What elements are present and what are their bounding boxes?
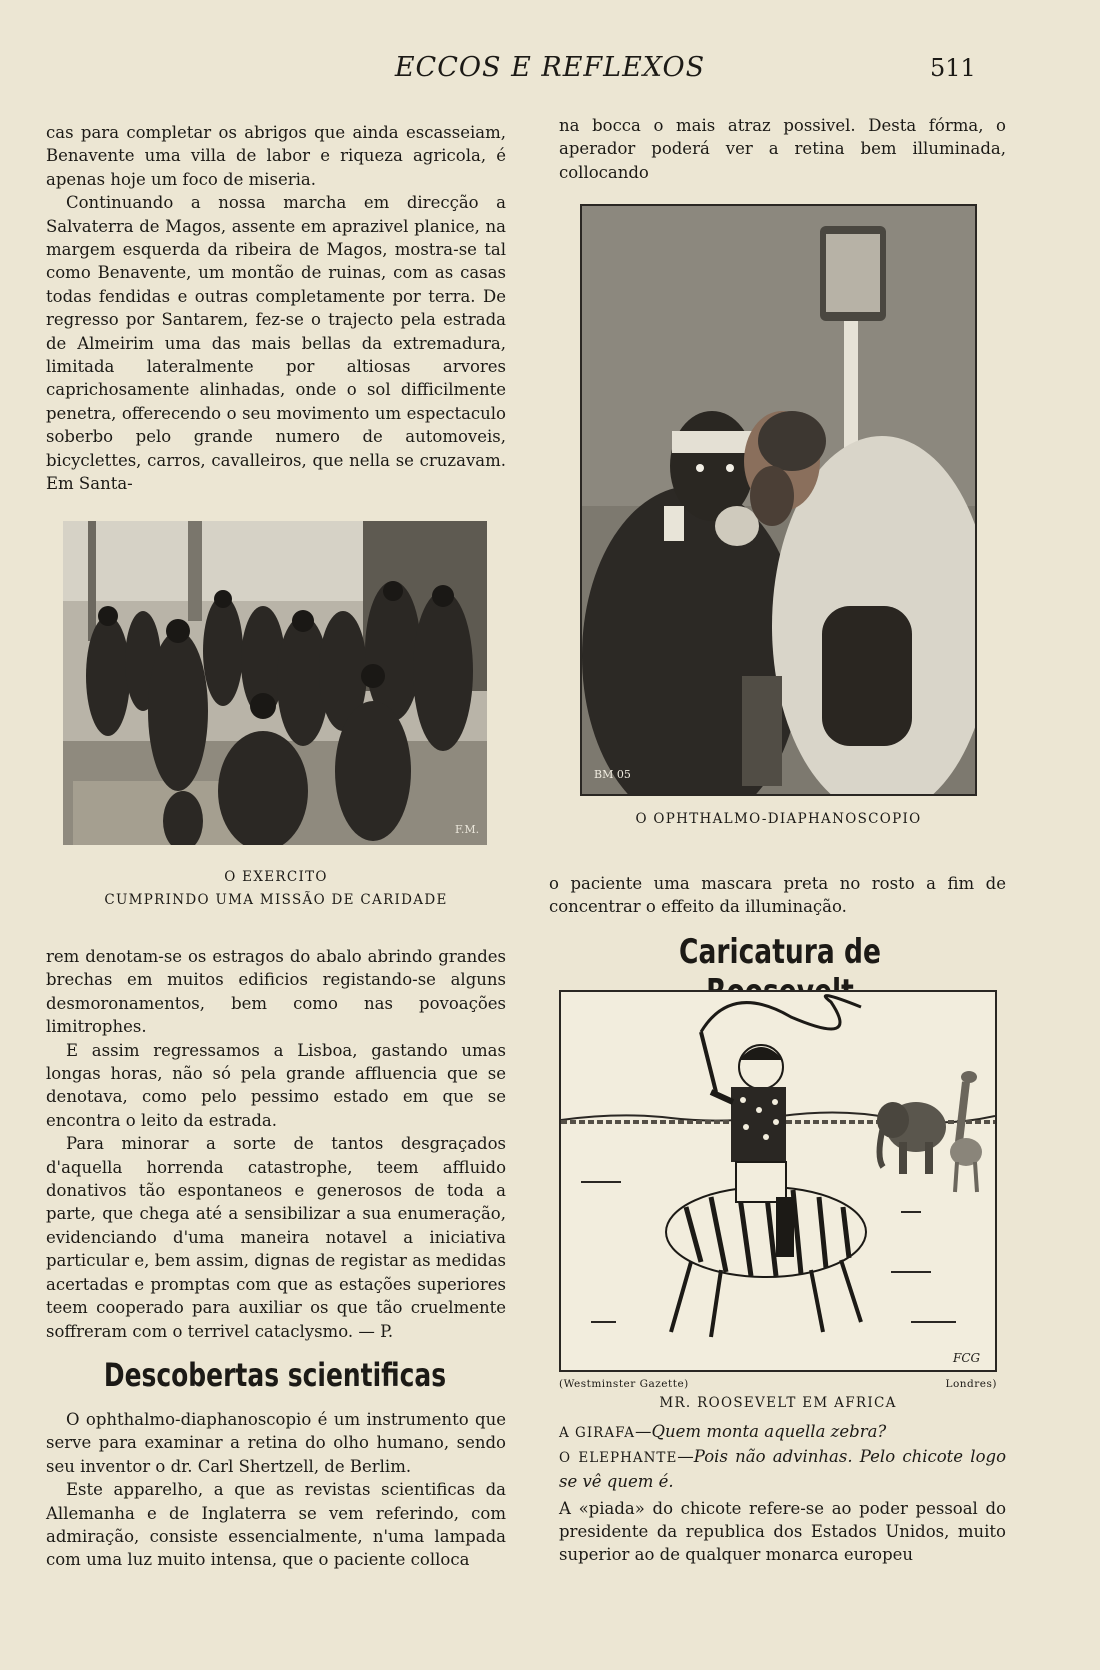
dialog-line: A GIRAFA—Quem monta aquella zebra? xyxy=(559,1422,887,1441)
science-text xyxy=(46,1408,506,1572)
photo-signature: BM 05 xyxy=(594,768,631,781)
caption-line: CUMPRINDO UMA MISSÃO DE CARIDADE xyxy=(104,892,448,908)
paragraph: E assim regressamos a Lisboa, gastando umas longas horas, não só pela grande affluencia que se denotava, como pelo pessimo estado em que se encontra o leito da estrada. xyxy=(46,1040,506,1130)
caricature-dialog xyxy=(559,1420,1006,1566)
dialog-speaker: O ELEPHANTE xyxy=(559,1450,678,1466)
paragraph: Continuando a nossa marcha em direcção a Salvaterra de Magos, assente em aprazivel planice, na margem esquerda da ribeira de Magos, mostra-se tal como Benavente, um montão de ruinas, com as casas todas fendidas e outras completamente por terra. De regresso por Santarem, fez-se o trajecto pela estrada de Almeirim uma das mais bellas da extremadura, limitada lateralmente por altiosas arvores caprichosamente alinhadas, onde o sol difficilmente penetra, offerecendo o seu movimento um espectaculo soberbo pelo grande numero de automoveis, bicyclettes, carros, cavalleiros, que nella se cruzavam. Em Santa- xyxy=(46,193,506,494)
ophthalmo-photo-image xyxy=(582,206,975,794)
dialog-text: Pois não advinhas. Pelo chicote logo se vê quem é. xyxy=(559,1447,1006,1491)
running-title: ECCOS E REFLEXOS xyxy=(394,52,706,83)
caricature-caption: MR. ROOSEVELT EM AFRICA xyxy=(659,1395,897,1411)
ophthalmo-photo xyxy=(580,204,977,796)
paragraph: cas para completar os abrigos que ainda escasseiam, Benavente uma villa de labor e riqueza agricola, é apenas hoje um foco de miseria. xyxy=(46,123,506,189)
photo-signature: F.M. xyxy=(455,823,480,836)
drawing-signature: FCG xyxy=(953,1351,981,1365)
ophthalmo-photo-caption: O OPHTHALMO-DIAPHANOSCOPIO xyxy=(635,811,922,827)
science-section-title: Descobertas scientificas xyxy=(103,1356,447,1394)
paragraph: Este apparelho, a que as revistas scientificas da Allemanha e de Inglaterra se vem referindo, com admiração, consiste essencialmente, n'uma lampada com uma luz muito intensa, que o paciente colloca xyxy=(46,1480,506,1570)
source-left: (Westminster Gazette) xyxy=(559,1378,689,1390)
caricature-note: A «piada» do chicote refere-se ao poder pessoal do presidente da republica dos Estados Unidos, muito superior ao de qualquer monarca europeu xyxy=(559,1499,1006,1564)
caricature-drawing xyxy=(559,990,997,1372)
army-photo-image xyxy=(63,521,487,845)
caricature-title: Caricatura de xyxy=(679,932,881,972)
science-text-end xyxy=(549,872,1006,919)
dialog-text: Quem monta aquella zebra? xyxy=(651,1422,887,1441)
source-right: Londres) xyxy=(945,1378,997,1390)
science-text-continued xyxy=(559,114,1006,184)
article-text-top xyxy=(46,121,506,496)
caricature-source xyxy=(559,1378,997,1390)
dialog-speaker: A GIRAFA xyxy=(559,1425,636,1441)
paragraph: rem denotam-se os estragos do abalo abrindo grandes brechas em muitos edificios registando-se alguns desmoronamentos, bem como nas povoações limitrophes. xyxy=(46,947,506,1037)
paragraph: o paciente uma mascara preta no rosto a fim de concentrar o effeito da illuminação. xyxy=(549,874,1006,917)
paragraph: O ophthalmo-diaphanoscopio é um instrumento que serve para examinar a retina do olho humano, sendo seu inventor o dr. Carl Shertzell, de Berlim. xyxy=(46,1410,506,1476)
army-photo-caption xyxy=(66,866,486,912)
article-text-bottom xyxy=(46,945,506,1343)
dialog-line: O ELEPHANTE—Pois não advinhas. Pelo chicote logo se vê quem é. xyxy=(559,1447,1006,1491)
caption-line: O EXERCITO xyxy=(224,869,328,885)
page-header xyxy=(0,48,1100,88)
caricature-image xyxy=(561,992,995,1370)
army-photo xyxy=(63,521,487,845)
paragraph: na bocca o mais atraz possivel. Desta fórma, o aperador poderá ver a retina bem illuminada, collocando xyxy=(559,116,1006,182)
page-number: 511 xyxy=(930,54,976,82)
paragraph: Para minorar a sorte de tantos desgraçados d'aquella horrenda catastrophe, teem affluido donativos tão espontaneos e generosos de toda a parte, que chega até a sensibilizar a sua enumeração, evidenciando d'uma maneira notavel a iniciativa particular e, bem assim, dignas de registar as medidas acertadas e promptas com que as estações superiores teem cooperado para auxiliar os que tão cruelmente soffreram com o terrivel cataclysmo. — P. xyxy=(46,1134,506,1341)
